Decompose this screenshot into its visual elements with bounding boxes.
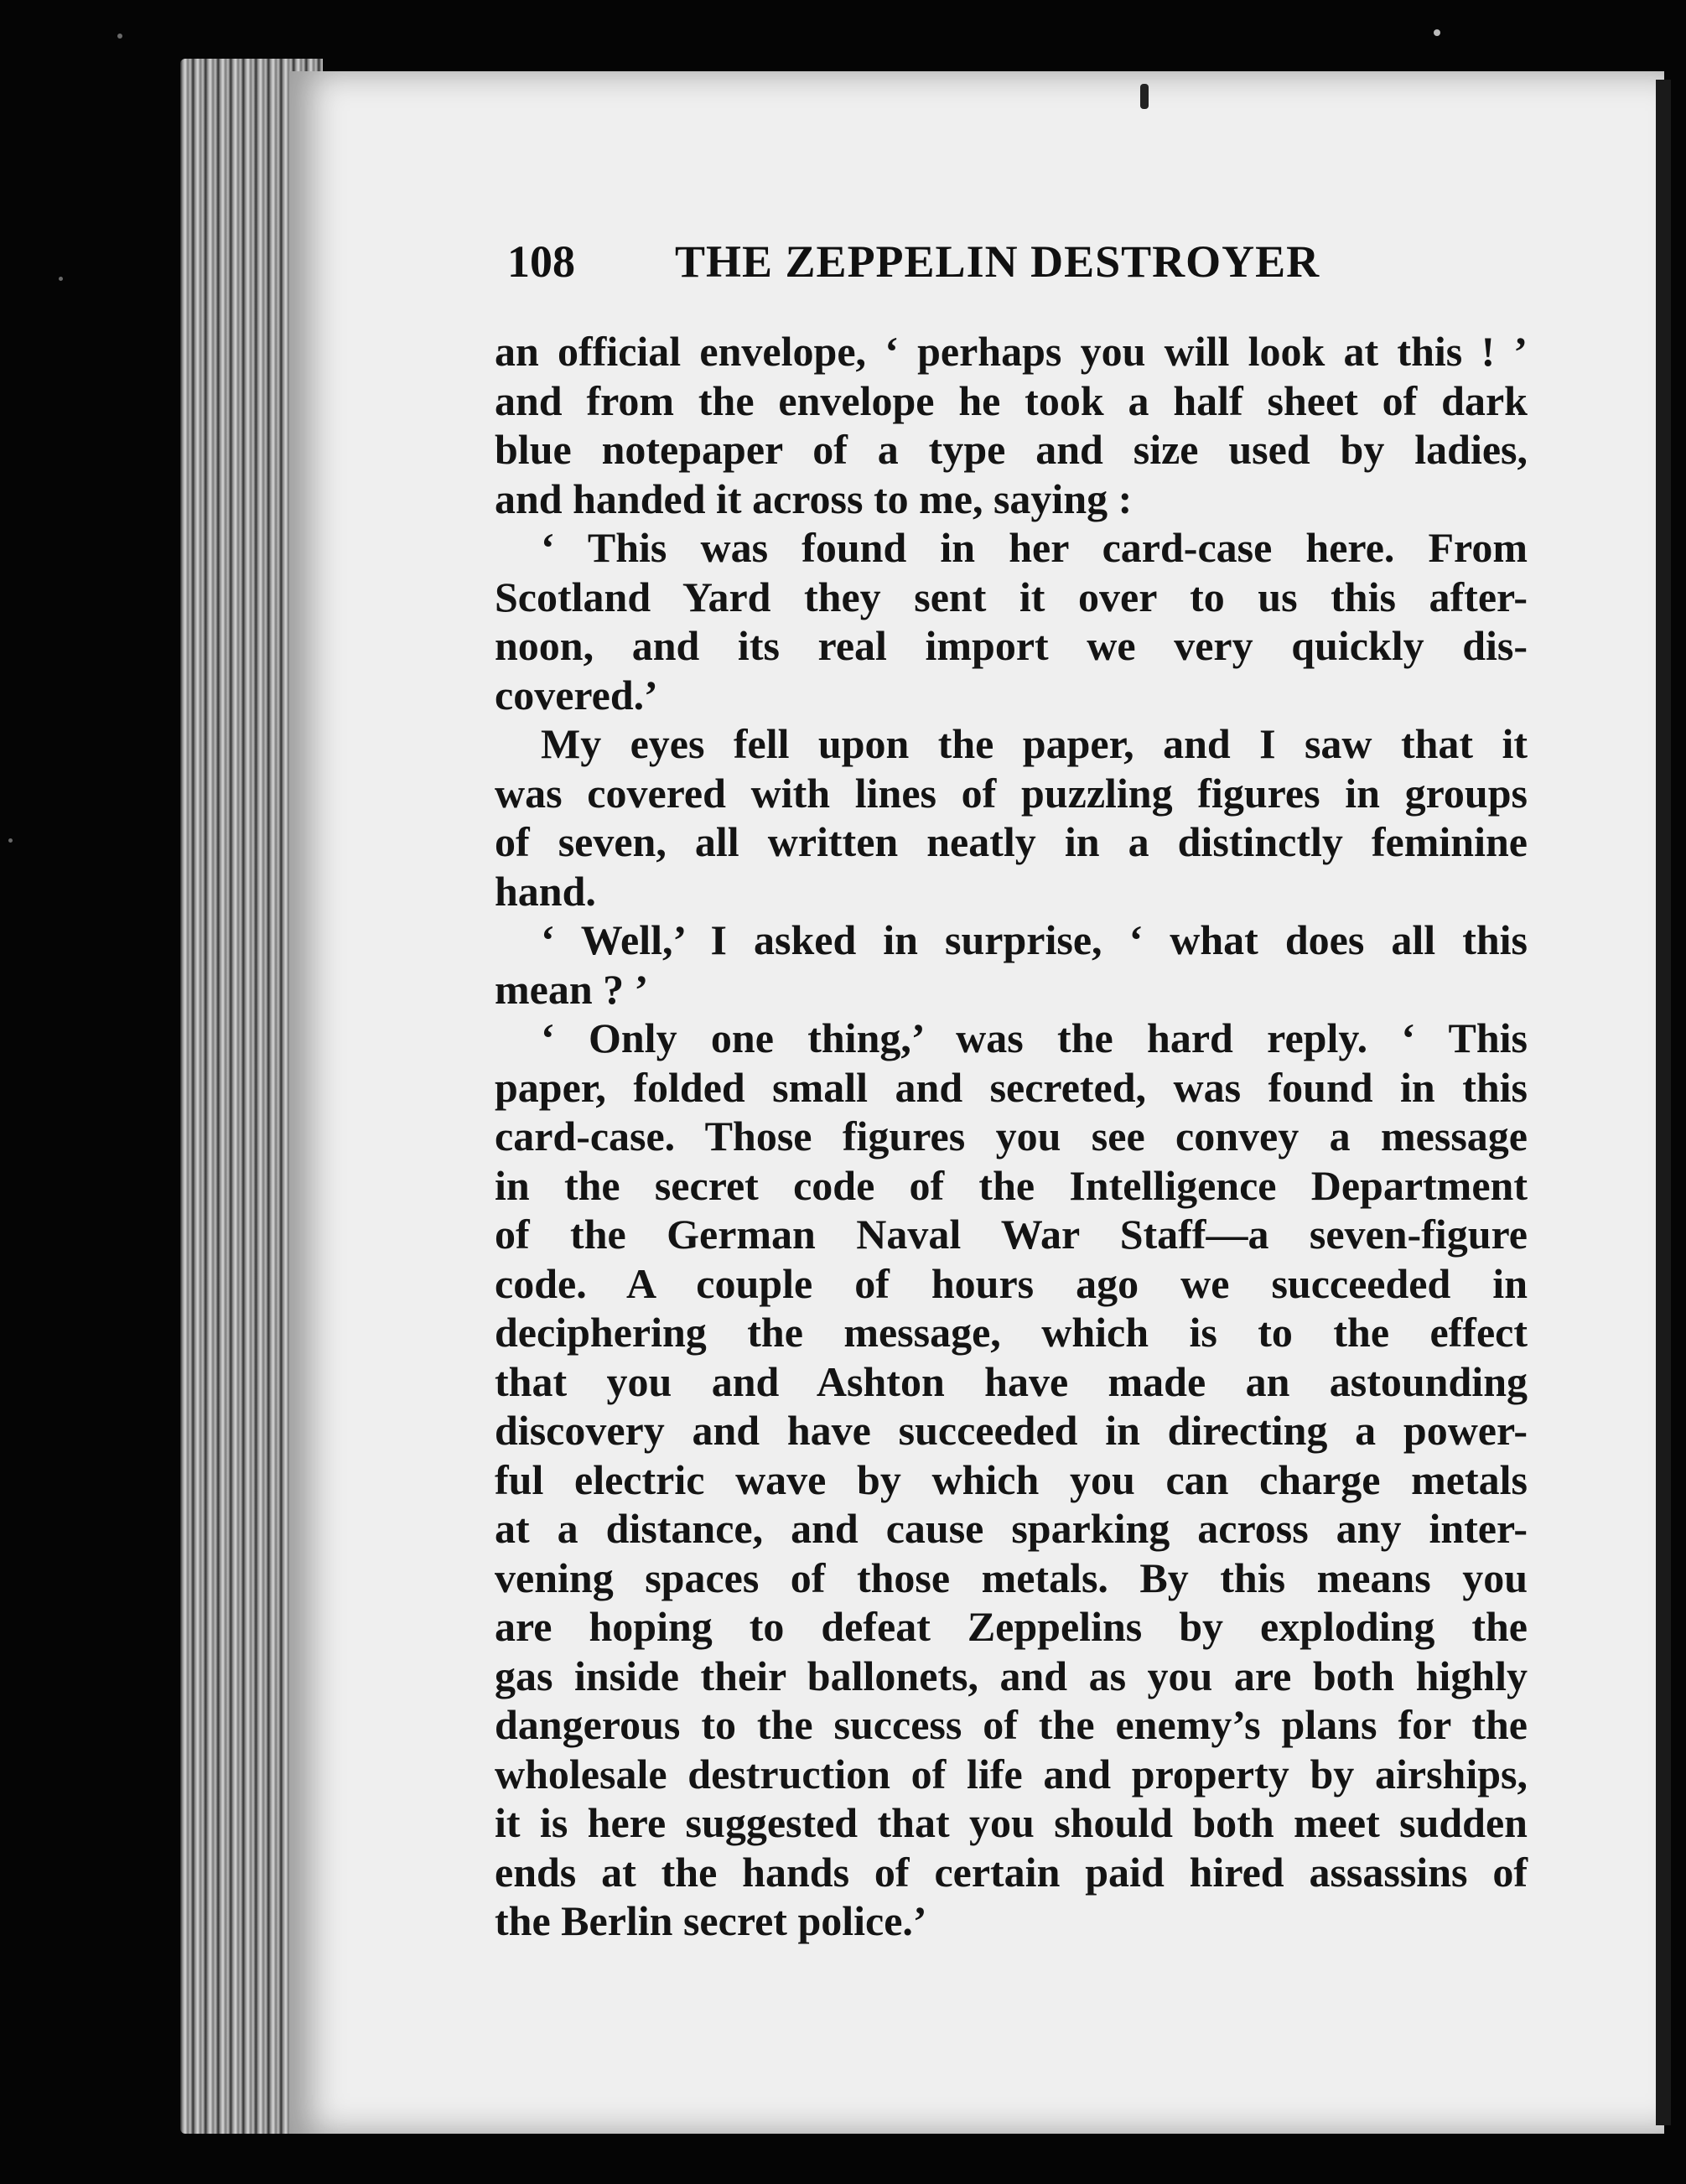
text-line: and from the envelope he took a half sheet of dark <box>495 376 1528 424</box>
page-right-edge <box>1656 80 1671 2125</box>
ink-mark <box>1140 84 1149 109</box>
text-line: in the secret code of the Intelligence Department <box>495 1161 1528 1209</box>
page-number: 108 <box>507 236 575 287</box>
text-line: vening spaces of those metals. By this means you <box>495 1554 1528 1601</box>
text-line: card-case. Those figures you see convey a message <box>495 1113 1528 1159</box>
text-line: noon, and its real import we very quickly dis- <box>495 622 1528 669</box>
page-header <box>507 236 1362 287</box>
text-line: of the German Naval War Staff—a seven-figure <box>495 1211 1528 1258</box>
text-line: covered.’ <box>495 671 658 718</box>
text-line: discovery and have succeeded in directing a power- <box>495 1407 1528 1454</box>
text-line: the Berlin secret police.’ <box>495 1897 927 1944</box>
scan-speck <box>59 277 63 281</box>
text-line: mean ? ’ <box>495 965 649 1013</box>
text-line: ful electric wave by which you can charge metals <box>495 1455 1528 1503</box>
text-line: ‘ Well,’ I asked in surprise, ‘ what does all this <box>541 916 1528 963</box>
text-line: code. A couple of hours ago we succeeded in <box>495 1259 1528 1307</box>
text-line: was covered with lines of puzzling figures in groups <box>495 769 1528 817</box>
running-title: THE ZEPPELIN DESTROYER <box>675 236 1320 287</box>
scan-speck <box>8 838 13 843</box>
text-line: ends at the hands of certain paid hired assassins of <box>495 1848 1528 1896</box>
text-line: deciphering the message, which is to the effect <box>495 1309 1528 1356</box>
text-line: ‘ Only one thing,’ was the hard reply. ‘ This <box>541 1014 1528 1061</box>
text-line: blue notepaper of a type and size used by ladies, <box>495 426 1528 473</box>
text-line: ‘ This was found in her card-case here. From <box>541 524 1528 571</box>
text-line: dangerous to the success of the enemy’s plans for the <box>495 1701 1528 1748</box>
body-text <box>495 327 1528 1946</box>
scan-speck <box>1434 29 1440 36</box>
text-line: of seven, all written neatly in a distinctly feminine <box>495 818 1528 865</box>
scan-speck <box>117 34 122 39</box>
text-line: Scotland Yard they sent it over to us this after- <box>495 573 1528 620</box>
text-line: My eyes fell upon the paper, and I saw that it <box>541 720 1528 767</box>
text-line: wholesale destruction of life and property by airships, <box>495 1750 1528 1798</box>
text-line: and handed it across to me, saying : <box>495 475 1133 522</box>
text-line: gas inside their ballonets, and as you are both highly <box>495 1652 1528 1699</box>
text-line: paper, folded small and secreted, was found in this <box>495 1063 1528 1111</box>
text-line: that you and Ashton have made an astounding <box>495 1357 1528 1405</box>
text-line: at a distance, and cause sparking across any inter- <box>495 1505 1528 1552</box>
text-line: an official envelope, ‘ perhaps you will look at this ! ’ <box>495 328 1528 375</box>
text-line: it is here suggested that you should both meet sudden <box>495 1799 1528 1846</box>
text-line: are hoping to defeat Zeppelins by exploding the <box>495 1603 1528 1650</box>
text-line: hand. <box>495 867 596 915</box>
